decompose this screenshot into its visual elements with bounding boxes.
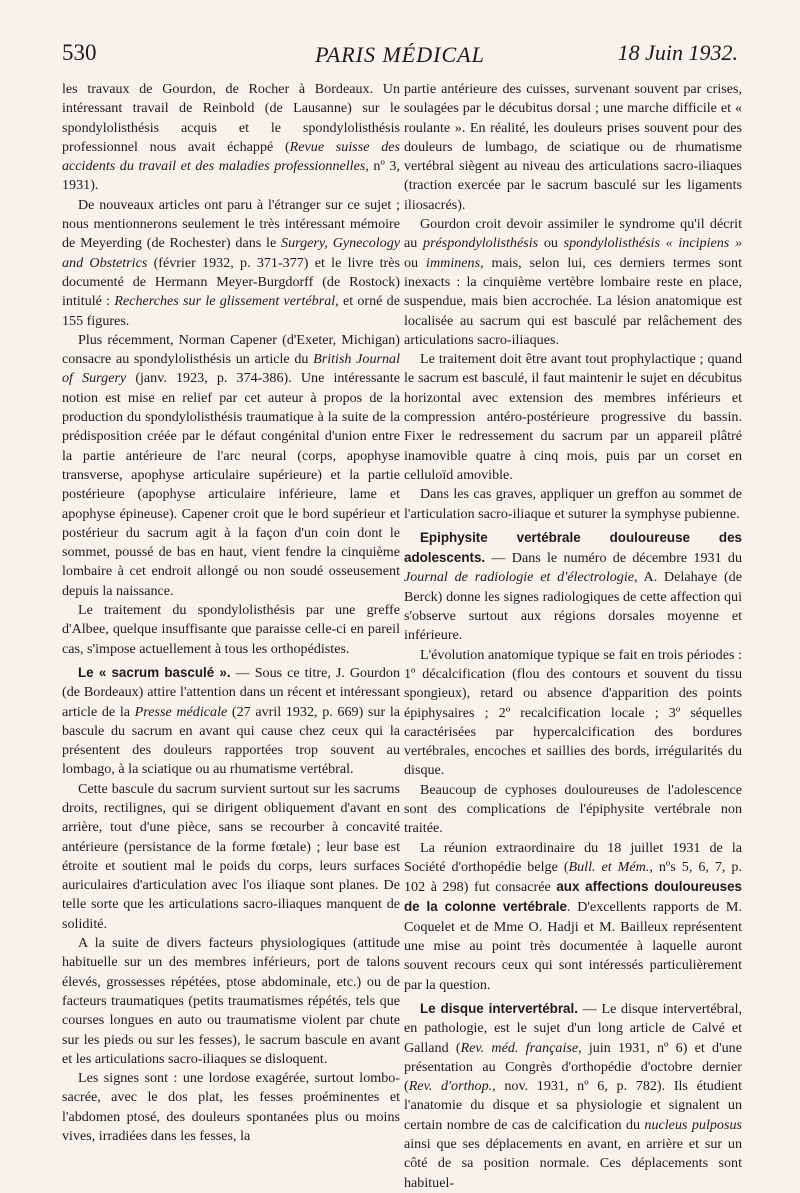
paragraph: L'évolution anatomique typique se fait en trois périodes : 1º décalcification (flou des contours et souvent du tissu spongieux), retard ou absence d'apparition des points épiphysaires ; 2º recalcification locale ; 3º séquelles caractérisées par hypercalcification des bordures vertébrales, encoches et saillies des bords, irrégularités du disque. <box>404 646 742 779</box>
paragraph: Gourdon croit devoir assimiler le syndrome qu'il décrit au préspondylolisthésis ou spondylolisthésis « incipiens » ou imminens, mais, selon lui, ces derniers termes sont inexacts : la cinquième vertèbre lombaire reste en place, suspendue, mais bien accrochée. La lésion anatomique est localisée au sacrum qui est basculé par relâchement des articulations sacro-iliaques. <box>404 216 743 348</box>
paragraph: Le traitement doit être avant tout prophylactique ; quand le sacrum est basculé, il faut maintenir le sujet en décubitus horizontal avec extension des membres inférieurs et compression antéro-postérieure progressive du bassin. Fixer le redressement du sacrum par un appareil plâtré inamovible quatre à cinq mois, puis par un corset en celluloïd amovible. <box>404 351 742 483</box>
paragraph: La réunion extraordinaire du 18 juillet 1931 de la Société d'orthopédie belge (Bull. et Mém., nºs 5, 6, 7, p. 102 à 298) fut consacrée aux affections douloureuses de la colonne vertébrale. D'excellents rapports de M. Coquelet et de Mme O. Hadji et M. Bailleux représentent une mise au point très documentée à laquelle auront souvent recours ceux qui sont intéressés particulièrement par la question. <box>404 839 743 993</box>
paragraph: Plus récemment, Norman Capener (d'Exeter, Michigan) consacre au spondylolisthésis un article du British Journal of Surgery (janv. 1923, p. 374-386). Une intéressante notion est mise en relief par cet auteur à propos de la production du spondylolisthésis traumatique à la suite de la prédisposition créée par le défaut congénital d'union entre la partie antérieure de l'arc neural (corps, apophyse transverse, apophyse articulaire supérieure) et la partie postérieure (apophyse articulaire inférieure, lame et apophyse épineuse). Capener croit que le bord supérieur et postérieur du sacrum agit à la façon d'un coin dont le sommet, poussé de bas en haut, vient fendre la cinquième lombaire à cet endroit allongé ou non soudé osseusement depuis la naissance. <box>62 331 400 599</box>
paragraph: Beaucoup de cyphoses douloureuses de l'adolescence sont des complications de l'épiphysite vertébrale non traitée. <box>404 781 742 837</box>
paragraph: Le traitement du spondylolisthésis par une greffe d'Albee, quelque insuffisante que paraisse celle-ci en pareil cas, s'impose actuellement à tous les orthopédistes. <box>62 602 400 657</box>
section-heading: Epiphysite vertébrale douloureuse des adolescents. <box>404 529 742 566</box>
issue-date: 18 Juin 1932. <box>617 40 738 65</box>
page-number: 530 <box>62 40 97 65</box>
emphasis: aux affections douloureuses de la colonne vertébrale <box>404 879 742 915</box>
paragraph: Epiphysite vertébrale douloureuse des adolescents. — Dans le numéro de décembre 1931 du Journal de radiologie et d'électrologie, A. Delahaye (de Berck) donne les signes radiologiques de cette affection qui s'observe surtout aux régions dorsales moyenne et inférieure. <box>404 529 742 644</box>
right-column <box>404 80 742 1193</box>
paragraph: De nouveaux articles ont paru à l'étranger sur ce sujet ; nous mentionnerons seulement le très intéressant mémoire de Meyerding (de Rochester) dans le Surgery, Gynecology and Obstetrics (février 1932, p. 371-377) et le livre très documenté de Hermann Meyer-Burgdorff (de Rostock) intitulé : Recherches sur le glissement vertébral, et orné de 155 figures. <box>62 196 401 329</box>
paragraph: Le « sacrum basculé ». — Sous ce titre, J. Gourdon (de Bordeaux) attire l'attention dans un récent et intéressant article de la Presse médicale (27 avril 1932, p. 669) sur la bascule du sacrum en avant qui cause chez ceux qui la présentent des douleurs rapportées trop souvent au lombago, à la sciatique ou au rhumatisme vertébral. <box>62 664 400 778</box>
journal-title: PARIS MÉDICAL <box>315 42 485 67</box>
paragraph: partie antérieure des cuisses, survenant souvent par crises, soulagées par le décubitus dorsal ; une marche difficile et « roulante ». En réalité, les douleurs prises souvent pour des douleurs de lumbago, de sciatique ou de rhumatisme vertébral siègent au niveau des articulations sacro-iliaques (traction exercée par le sacrum basculé sur les ligaments iliosacrés). <box>404 81 742 213</box>
section-heading: Le « sacrum basculé ». <box>78 664 231 680</box>
left-column <box>62 80 400 1146</box>
paragraph: A la suite de divers facteurs physiologiques (attitude habituelle sur un des membres inférieurs, port de talons élevés, grossesses répétées, ptose abdominale, etc.) ou de facteurs traumatiques (petits traumatismes répétés, tels que courses longues en auto ou traumatisme violent par chute sur les pieds ou sur les fesses), le sacrum bascule en avant et les articulations sacro-iliaques se disloquent. <box>62 935 400 1067</box>
paragraph: les travaux de Gourdon, de Rocher à Bordeaux. Un intéressant travail de Reinbold (de Lausanne) sur le spondylolisthésis acquis et le spondylolisthésis professionnel nous avait échappé (Revue suisse des accidents du travail et des maladies professionnelles, nº 3, 1931). <box>62 81 401 194</box>
paragraph: Le disque intervertébral. — Le disque intervertébral, en pathologie, est le sujet d'un long article de Calvé et Galland (Rev. méd. française, juin 1931, nº 6) et d'une présentation au Congrès d'orthopédie d'octobre dernier (Rev. d'orthop., nov. 1931, nº 6, p. 782). Ils étudient l'anatomie du disque et sa physiologie et signalent un certain nombre de cas de calcification du nucleus pulposus ainsi que ses déplacements en avant, en arrière et sur un côté de sa position normale. Ces déplacements sont habituel- <box>404 1000 743 1191</box>
page-header <box>62 40 738 70</box>
paragraph: Les signes sont : une lordose exagérée, surtout lombo-sacrée, avec le dos plat, les fesses proéminentes et l'abdomen ptosé, des douleurs spontanées plus ou moins vives, irradiées dans les fesses, la <box>62 1070 400 1145</box>
section-heading: Le disque intervertébral. <box>420 1000 578 1016</box>
paragraph: Dans les cas graves, appliquer un greffon au sommet de l'articulation sacro-iliaque et suturer la symphyse pubienne. <box>404 486 742 522</box>
paragraph: Cette bascule du sacrum survient surtout sur les sacrums droits, rectilignes, qui se dirigent obliquement d'avant en arrière, tout d'une pièce, sans se recourber à concavité antérieure (persistance de la forme fœtale) ; leur base est étroite et soutient mal le poids du corps, leurs surfaces auriculaires d'articulation avec l'os iliaque sont planes. De telle sorte que les articulations sacro-iliaques manquent de solidité. <box>62 780 400 932</box>
